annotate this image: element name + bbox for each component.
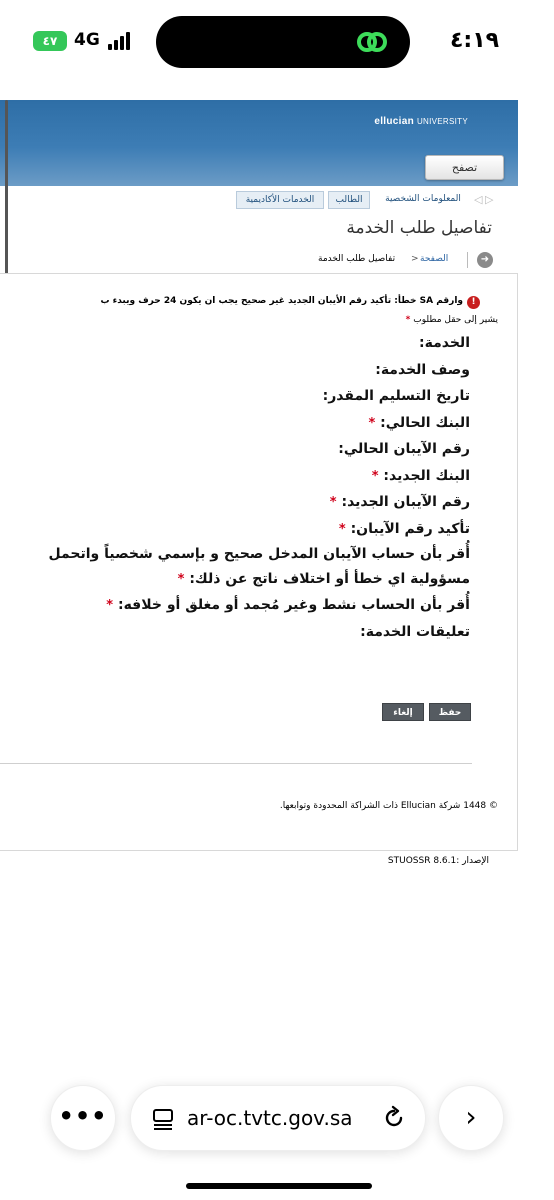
field-label: تعليقات الخدمة: <box>360 623 470 640</box>
field-iban-declaration[interactable] <box>30 542 470 592</box>
breadcrumb-link[interactable]: الصفحة <box>420 254 449 264</box>
field-estimated-delivery <box>30 383 470 410</box>
release-text: الإصدار :STUOSSR 8.6.1 <box>387 856 489 866</box>
url-text[interactable]: ar-oc.tvtc.gov.sa <box>187 1106 353 1130</box>
arrow-right-circle-icon[interactable]: ➜ <box>477 252 493 268</box>
breadcrumb-separator: > <box>411 254 419 264</box>
field-service-comments[interactable] <box>30 619 470 646</box>
field-label: أُقر بأن حساب الآيبان المدخل صحيح و بإسمي شخصياً واتحمل مسؤولية اي خطأ أو اختلاف ناتج عن ذلك: <box>48 546 470 587</box>
field-label: رقم الآيبان الجديد: <box>341 494 470 510</box>
more-options-button[interactable]: ••• <box>50 1085 116 1151</box>
required-star: * <box>177 572 185 587</box>
cancel-button[interactable]: إلغاء <box>382 703 424 721</box>
field-label: الخدمة: <box>419 335 470 351</box>
brand-suffix: UNIVERSITY <box>416 117 468 126</box>
tab-academic-services[interactable]: الخدمات الأكاديمية <box>236 191 324 209</box>
required-star: * <box>338 521 346 537</box>
required-star: * <box>371 468 379 484</box>
tab-student[interactable]: الطالب <box>328 191 370 209</box>
breadcrumb-current: تفاصيل طلب الخدمة <box>318 254 396 264</box>
required-star: * <box>106 598 114 613</box>
form-fields <box>30 330 470 645</box>
status-bar <box>0 0 554 90</box>
link-icon <box>354 28 390 56</box>
brand-logo <box>374 116 468 127</box>
field-label: وصف الخدمة: <box>375 361 470 378</box>
arrow-right-icon[interactable]: ▷ <box>485 193 494 206</box>
dynamic-island <box>156 16 410 68</box>
field-confirm-iban[interactable] <box>30 516 470 543</box>
field-service <box>30 330 470 357</box>
arrow-left-icon[interactable]: ◁ <box>474 193 483 206</box>
footer-divider <box>0 763 472 764</box>
tab-bar <box>0 188 518 212</box>
required-note-text: يشير إلى حقل مطلوب <box>413 315 498 325</box>
field-label: البنك الحالي: <box>380 414 470 431</box>
signal-icon <box>108 32 134 50</box>
error-message <box>100 295 480 311</box>
field-service-description <box>30 357 470 384</box>
field-current-bank[interactable] <box>30 410 470 437</box>
save-button[interactable]: حفظ <box>429 703 471 721</box>
field-label: رقم الآيبان الحالي: <box>338 441 470 457</box>
copyright-text: © 1448 شركة Ellucian ذات الشراكة المحدودة وتوابعها. <box>279 801 498 811</box>
required-note <box>406 315 498 325</box>
network-type: 4G <box>74 30 100 50</box>
error-icon: ! <box>467 296 480 309</box>
clock: ٤:١٩ <box>450 28 500 53</box>
required-star: * <box>329 495 337 510</box>
reload-icon[interactable] <box>381 1105 407 1131</box>
error-text: خطأ: تأكيد رقم الأيبان الجديد غير صحيح يجب ان يكون 24 حرف ويبدء ب SA وارقم <box>100 296 463 306</box>
browse-button[interactable]: تصفح <box>425 155 504 180</box>
field-new-iban[interactable] <box>30 489 470 516</box>
breadcrumb <box>0 250 518 272</box>
field-label: البنك الجديد: <box>383 467 470 484</box>
address-bar[interactable] <box>130 1085 426 1151</box>
page-title: تفاصيل طلب الخدمة <box>346 218 492 238</box>
field-label: تأكيد رقم الآيبان: <box>350 520 470 537</box>
battery-indicator: ٤٧ <box>33 31 67 51</box>
required-star: * <box>368 415 376 431</box>
forward-button[interactable]: › <box>438 1085 504 1151</box>
required-star: * <box>405 315 411 325</box>
field-account-active-declaration[interactable] <box>30 592 470 619</box>
breadcrumb-divider <box>467 252 468 268</box>
page-settings-icon[interactable] <box>151 1108 175 1130</box>
home-indicator[interactable] <box>186 1183 372 1189</box>
field-new-bank[interactable] <box>30 463 470 490</box>
field-label: تاريخ التسليم المقدر: <box>322 388 470 404</box>
brand-name: ellucian <box>374 116 414 127</box>
field-current-iban[interactable] <box>30 436 470 463</box>
tab-personal-info[interactable]: المعلومات الشخصية <box>385 194 461 204</box>
field-label: أُقر بأن الحساب نشط وغير مُجمد أو مغلق أو خلافه: <box>117 597 470 613</box>
